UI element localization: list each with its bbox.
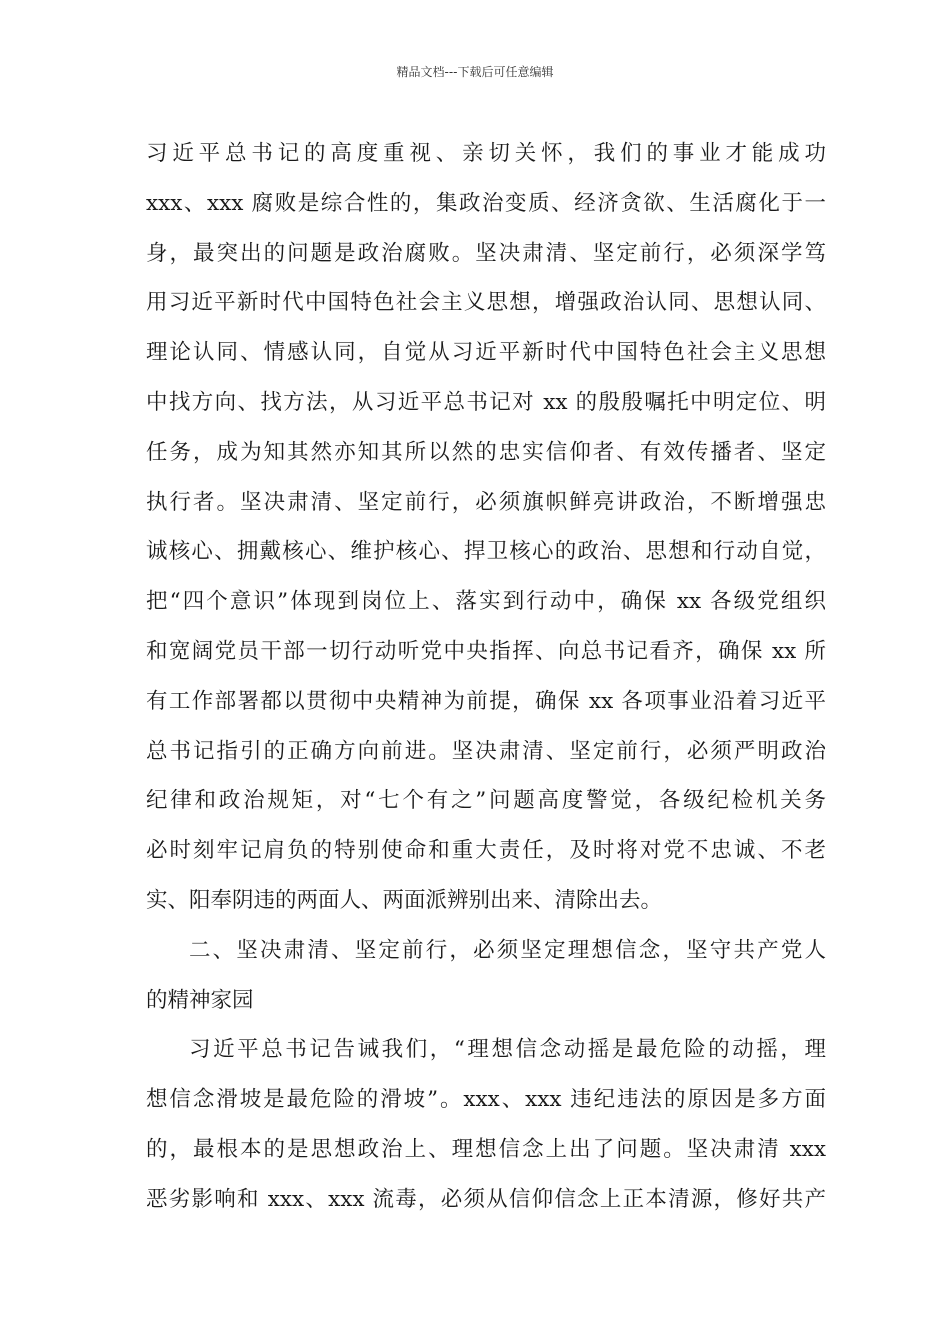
section-heading-line: 的精神家园: [146, 987, 254, 1013]
text-line: 身，最突出的问题是政治腐败。坚决肃清、坚定前行，必须深学笃: [146, 240, 826, 266]
text-line: 习近平总书记的高度重视、亲切关怀，我们的事业才能成功: [146, 141, 826, 166]
text-line: xxx、xxx 腐败是综合性的，集政治变质、经济贪欲、生活腐化于一: [146, 190, 826, 216]
text-line: 把“四个意识”体现到岗位上、落实到行动中，确保 xx 各级党组织: [146, 589, 826, 615]
text-line: 和宽阔党员干部一切行动听党中央指挥、向总书记看齐，确保 xx 所: [146, 638, 826, 664]
text-line: 恶劣影响和 xxx、xxx 流毒，必须从信仰信念上正本清源，修好共产: [146, 1186, 826, 1212]
section-heading-line: 二、坚决肃清、坚定前行，必须坚定理想信念，坚守共产党人: [189, 937, 826, 963]
text-line: 想信念滑坡是最危险的滑坡”。xxx、xxx 违纪违法的原因是多方面: [146, 1087, 826, 1113]
text-line: 执行者。坚决肃清、坚定前行，必须旗帜鲜亮讲政治，不断增强忠: [146, 489, 826, 515]
text-line: 习近平总书记告诫我们，“理想信念动摇是最危险的动摇，理: [189, 1037, 826, 1063]
page-header: 精品文档---下载后可任意编辑: [396, 65, 554, 79]
text-line: 用习近平新时代中国特色社会主义思想，增强政治认同、思想认同、: [146, 290, 826, 316]
text-line: 中找方向、找方法，从习近平总书记对 xx 的殷殷嘱托中明定位、明: [146, 389, 826, 415]
text-line: 总书记指引的正确方向前进。坚决肃清、坚定前行，必须严明政治: [146, 738, 826, 764]
text-line: 理论认同、情感认同，自觉从习近平新时代中国特色社会主义思想: [146, 340, 826, 366]
text-line: 必时刻牢记肩负的特别使命和重大责任，及时将对党不忠诚、不老: [146, 838, 826, 864]
text-line: 的，最根本的是思想政治上、理想信念上出了问题。坚决肃清 xxx: [146, 1136, 826, 1162]
text-line: 有工作部署都以贯彻中央精神为前提，确保 xx 各项事业沿着习近平: [146, 688, 826, 714]
text-line: 实、阳奉阴违的两面人、两面派辨别出来、清除出去。: [146, 887, 663, 913]
document-body: [146, 129, 826, 1225]
text-line: 纪律和政治规矩，对“七个有之”问题高度警觉，各级纪检机关务: [146, 788, 826, 814]
text-line: 任务，成为知其然亦知其所以然的忠实信仰者、有效传播者、坚定: [146, 439, 826, 465]
text-line: 诚核心、拥戴核心、维护核心、捍卫核心的政治、思想和行动自觉，: [146, 539, 826, 565]
